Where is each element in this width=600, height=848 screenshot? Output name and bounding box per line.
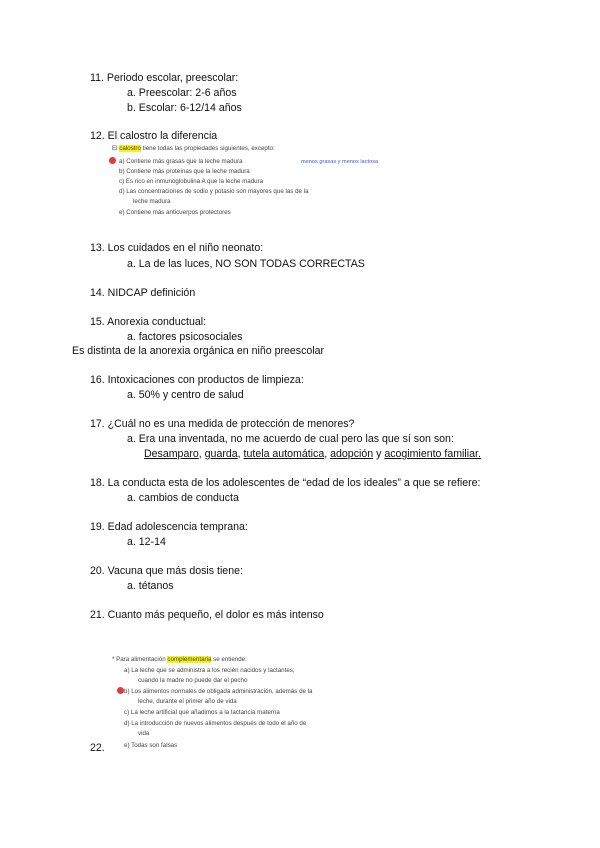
q12-clip-stem-before: El: [112, 145, 120, 152]
q16-answer-a: a. 50% y centro de salud: [127, 389, 244, 401]
q17-sep-4: y: [373, 448, 385, 460]
q22-clip-stem-after: se entiende:: [211, 656, 247, 663]
q12-clip-option-c: c) Es rico en inmunoglobulina A que la leche madura: [119, 178, 264, 185]
q12-clip-option-d: d) Las concentraciones de sodio y potasio son mayores que las de la: [119, 188, 309, 195]
q15-note: Es distinta de la anorexia orgánica en niño preescolar: [72, 345, 325, 357]
q17-option-5: acogimiento familiar.: [384, 448, 481, 460]
q22-clip-stem: [112, 656, 247, 664]
q17-sep-2: ,: [237, 448, 244, 460]
marker-dot: [117, 687, 124, 694]
q17-answer-a: a. Era una inventada, no me acuerdo de cual pero las que sí son son:: [127, 433, 454, 445]
q12-clip-option-e: e) Contiene más anticuerpos protectores: [119, 209, 231, 216]
q12-clip-stem: [112, 145, 275, 153]
q22-number: 22.: [90, 742, 105, 754]
q22-clip-option-c: c) La leche artificial que añadimos a la lactancia materna: [124, 709, 280, 716]
q17-title: 17. ¿Cuál no es una medida de protección de menores?: [90, 418, 355, 430]
q20-title: 20. Vacuna que más dosis tiene:: [90, 565, 243, 577]
q22-clip-stem-highlight: complementaria: [167, 656, 212, 663]
q12-clip-stem-highlight: calostro: [119, 145, 141, 152]
q17-option-4: adopción: [330, 448, 374, 460]
q11-title: 11. Periodo escolar, preescolar:: [90, 72, 239, 84]
q12-clip-note: menos grasas y menos lactosa: [301, 159, 379, 165]
q22-clip-stem-before: * Para alimentación: [112, 656, 168, 663]
q22-clip-option-e: e) Todas son falsas: [124, 742, 178, 749]
q17-option-3: tutela automática: [243, 448, 325, 460]
q12-clip-option-a: a) Contiene más grasas que la leche madura: [119, 158, 243, 165]
q11-answer-b: b. Escolar: 6-12/14 años: [127, 102, 242, 114]
q16-title: 16. Intoxicaciones con productos de limpieza:: [90, 374, 304, 386]
q11-answer-a: a. Preescolar: 2-6 años: [127, 87, 237, 99]
q19-title: 19. Edad adolescencia temprana:: [90, 521, 248, 533]
q22-clip-option-b: b) Los alimentos normales de obligada administración, además de la: [124, 688, 313, 695]
q21-title: 21. Cuanto más pequeño, el dolor es más intenso: [90, 609, 324, 621]
q20-answer-a: a. tétanos: [127, 580, 174, 592]
q22-clip-option-b-cont: leche, durante el primer año de vida: [138, 698, 237, 705]
q18-title: 18. La conducta esta de los adolescentes de “edad de los ideales” a que se refiere:: [90, 477, 481, 489]
q19-answer-a: a. 12-14: [127, 536, 166, 548]
q18-answer-a: a. cambios de conducta: [127, 492, 239, 504]
q13-answer-a: a. La de las luces, NO SON TODAS CORRECTAS: [127, 258, 365, 270]
q14-title: 14. NIDCAP definición: [90, 287, 196, 299]
q22-clip-option-a-cont: cuando la madre no puede dar el pecho: [138, 677, 248, 684]
q17-sep-1: ,: [198, 448, 205, 460]
q12-title: 12. El calostro la diferencia: [90, 130, 218, 142]
q15-title: 15. Anorexia conductual:: [90, 316, 207, 328]
q22-clip-option-d-cont: vida: [138, 730, 150, 737]
q22-clip-option-a: a) La leche que se administra a los recién nacidos y lactantes,: [124, 667, 295, 674]
q17-sep-3: ,: [324, 448, 331, 460]
q22-clip-option-d: d) La introducción de nuevos alimentos después de todo el año de: [124, 720, 307, 727]
q17-option-1: Desamparo: [144, 448, 199, 460]
q12-clip-option-d-cont: leche madura: [133, 198, 171, 205]
q13-title: 13. Los cuidados en el niño neonato:: [90, 242, 264, 254]
marker-dot: [109, 157, 116, 164]
q17-option-2: guarda: [204, 448, 238, 460]
q17-options-line: [144, 448, 481, 461]
q15-answer-a: a. factores psicosociales: [127, 331, 243, 343]
q12-clip-stem-after: tiene todas las propiedades siguientes, excepto:: [140, 145, 275, 152]
q12-clip-option-b: b) Contiene más proteínas que la leche madura: [119, 168, 250, 175]
